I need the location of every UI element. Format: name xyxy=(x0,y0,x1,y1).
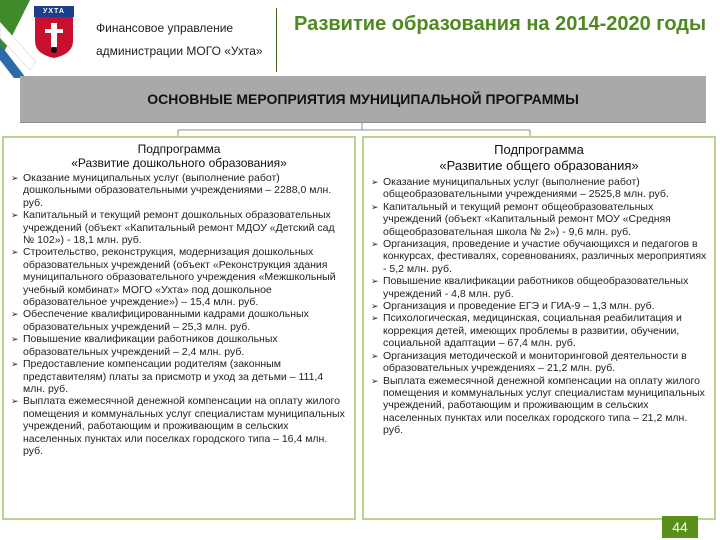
arrow-bullet-icon: ➢ xyxy=(371,301,379,312)
list-item: ➢ Организация и проведение ЕГЭ и ГИА-9 – 1,3 млн. руб. xyxy=(371,300,655,313)
program-banner xyxy=(20,76,706,122)
list-item: ➢ Выплата ежемесячной денежной компенсации на оплату жилого помещения и коммунальных услуг специалистам муниципальных учреждений, работающим и проживающим в сельских населенных пунктах или поселках городского типа – 16,4 млн. руб. xyxy=(11,395,345,457)
emblem-label: УХТА xyxy=(34,6,74,17)
arrow-bullet-icon: ➢ xyxy=(371,239,379,250)
arrow-bullet-icon: ➢ xyxy=(371,201,379,212)
arrow-bullet-icon: ➢ xyxy=(371,375,379,386)
arrow-bullet-icon: ➢ xyxy=(371,313,379,324)
subprogram-general xyxy=(362,136,716,520)
flag-decoration xyxy=(0,0,36,78)
arrow-bullet-icon: ➢ xyxy=(11,334,19,345)
list-item: ➢ Оказание муниципальных услуг (выполнение работ) дошкольными образовательными учреждениями – 2288,0 млн. руб. xyxy=(11,172,332,209)
list-item: ➢ Психологическая, медицинская, социальная реабилитация и коррекция детей, имеющих проблемы в развитии, обучении, социальной адаптации – 67,4 млн. руб. xyxy=(371,312,682,350)
subprogram-name: «Развитие дошкольного образования» xyxy=(71,156,287,170)
arrow-bullet-icon: ➢ xyxy=(371,177,379,187)
list-item: ➢ Повышение квалификации работников дошкольных образовательных учреждений – 2,4 млн. руб. xyxy=(11,333,278,358)
shield-icon xyxy=(34,17,74,58)
list-item: ➢ Выплата ежемесячной денежной компенсации на оплату жилого помещения и коммунальных услуг специалистам муниципальных учреждений, работающим и проживающим в сельских населенных пунктах или поселках городского типа – 21,2 млн. руб. xyxy=(371,374,705,437)
city-emblem xyxy=(34,6,74,58)
list-item: ➢ Строительство, реконструкция, модернизация дошкольных образовательных учреждений (объект «Реконструкция здания муниципального образовательного учреждения «Межшкольный учебный комбинат» МОГО «Ухта» под дошкольное образовательное учреждение») – 15,4 млн. руб. xyxy=(11,246,336,309)
arrow-bullet-icon: ➢ xyxy=(11,173,19,183)
list-item: ➢ Предоставление компенсации родителям (законным представителям) платы за присмотр и уход за детьми – 111,4 млн. руб. xyxy=(11,358,324,395)
arrow-bullet-icon: ➢ xyxy=(11,210,19,221)
subprogram-preschool xyxy=(2,136,356,520)
org-name-line1: Финансовое управление xyxy=(96,21,234,35)
list-item: ➢ Организация, проведение и участие обучающихся и педагогов в конкурсах, фестивалях, соревнованиях, различных мероприятиях - 5,2 млн. руб. xyxy=(371,238,707,275)
list-item: ➢ Оказание муниципальных услуг (выполнение работ) общеобразовательными учреждениями – 2525,8 млн. руб. xyxy=(371,176,669,201)
page-number-badge: 44 xyxy=(662,516,698,538)
header-divider xyxy=(276,8,277,72)
arrow-bullet-icon: ➢ xyxy=(371,276,379,287)
list-item: ➢ Организация методической и мониторинговой деятельности в образовательных учреждениях – 21,2 млн. руб. xyxy=(371,349,687,375)
banner-title: ОСНОВНЫЕ МЕРОПРИЯТИЯ МУНИЦИПАЛЬНОЙ ПРОГРАММЫ xyxy=(147,91,579,107)
subprogram-general-title xyxy=(370,142,708,174)
page-title: Развитие образования на 2014-2020 годы xyxy=(294,13,707,35)
arrow-bullet-icon: ➢ xyxy=(11,247,19,258)
org-name-line2: администрации МОГО «Ухта» xyxy=(96,44,263,58)
list-item: ➢ Капитальный и текущий ремонт дошкольных образовательных учреждений (объект «Капитальный ремонт МДОУ «Детский сад № 102») - 18,1 млн. руб. xyxy=(11,209,335,247)
subprogram-label: Подпрограмма xyxy=(137,142,221,156)
preschool-measures-list xyxy=(10,172,348,457)
arrow-bullet-icon: ➢ xyxy=(11,396,19,407)
arrow-bullet-icon: ➢ xyxy=(11,359,19,370)
subprogram-name: «Развитие общего образования» xyxy=(439,158,639,173)
list-item: ➢ Обеспечение квалифицированными кадрами дошкольных образовательных учреждений – 25,3 млн. руб. xyxy=(11,308,309,333)
arrow-bullet-icon: ➢ xyxy=(11,309,19,320)
list-item: ➢ Капитальный и текущий ремонт общеобразовательных учреждений (объект «Капитальный ремонт МОУ «Средняя общеобразовательная школа № 2») - 9,6 млн. руб. xyxy=(371,200,671,238)
general-measures-list xyxy=(370,176,708,437)
subprogram-preschool-title xyxy=(10,142,348,170)
list-item: ➢ Повышение квалификации работников общеобразовательных учреждений - 4,8 млн. руб. xyxy=(371,275,689,300)
arrow-bullet-icon: ➢ xyxy=(371,350,379,361)
subprogram-label: Подпрограмма xyxy=(494,142,584,157)
